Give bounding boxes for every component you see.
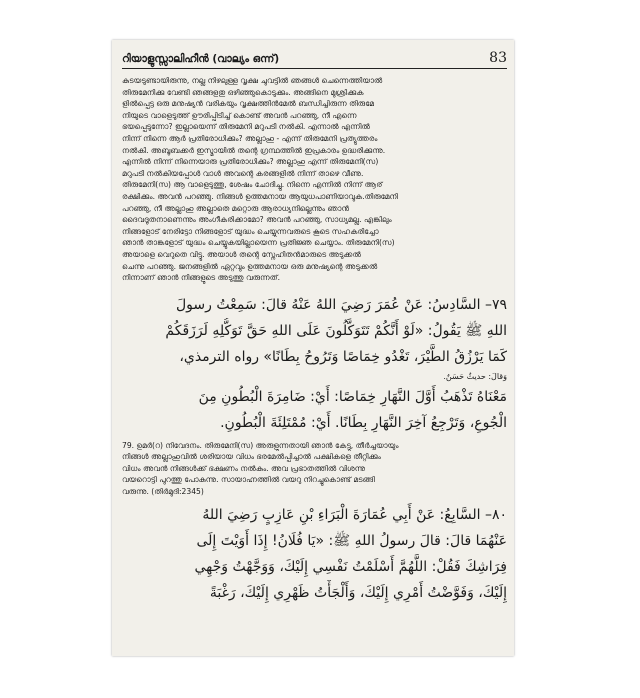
text-line: ചെന്നു പറഞ്ഞു. ജനങ്ങളിൽ ഏറ്റവും ഉത്തമനായ ഒരു മനുഷ്യന്റെ അടുക്കൽ	[122, 261, 378, 271]
text-line: കുടയടുണ്ടായിരുന്നു, നല്ല നിഴലുള്ള വൃക്ഷ ചുവട്ടിൽ ഞങ്ങൾ ചെന്നെത്തിയാൽ	[122, 76, 383, 85]
text-line: വിധം അവൻ നിങ്ങൾക്ക് ഭക്ഷണം നൽകും. അവ പ്രഭാതത്തിൽ വിശന്നു	[122, 463, 366, 473]
text-line: ഞാൻ താങ്കളോട് യുദ്ധം ചെയ്യുകയില്ലായെന്ന പ്രതിജ്ഞ ചെയ്യാം. തിരുമേനി(സ)	[122, 238, 395, 248]
arabic-line: فِرَاشِكَ فَقُلْ: اللَّهُمَّ أَسْلَمْتُ نَفْسِي إِلَيْكَ، وَوَجَّهْتُ وَجْهِي	[194, 558, 507, 575]
text-line: നിങ്ങൾ അല്ലാഹുവിൽ ശരിയായ വിധം ഭരമേൽപ്പിച്ചാൽ പക്ഷികളെ തീറ്റിക്കും	[122, 452, 381, 462]
text-line: നിന്ന് നിന്നെ ആർ പ്രതിരോധിക്കും? അല്ലാഹു - എന്ന് തിരുമേനി പ്രത്യുത്തരം	[122, 133, 378, 143]
text-line: നിയുടെ വാളെടുത്ത് ഊരിപ്പിടിച്ച് കൊണ്ട് അവൻ പറഞ്ഞു, നീ എന്നെ	[122, 110, 357, 120]
page-header	[122, 44, 507, 69]
grade-note: وَقالَ: حديثٌ حَسَنٌ.	[443, 371, 507, 381]
text-line: ളിൽപ്പെട്ട ഒരു മനുഷ്യൻ വരികയും വൃക്ഷത്തിൻമേൽ ബന്ധിച്ചിരുന്ന തിരുമേ	[122, 99, 375, 109]
hadith-80-arabic	[122, 502, 507, 606]
page-number: 83	[489, 50, 507, 66]
book-page	[112, 40, 514, 656]
arabic-line: اللهِ ﷺ يَقُولُ: «لَوْ أَنَّكُمْ تَتَوَكَّلُونَ عَلَى اللهِ حَقَّ تَوَكُّلِهِ لَرَزَقَكُمْ	[165, 322, 507, 339]
arabic-line: إِلَيْكَ، وَفَوَّضْتُ أَمْرِي إِلَيْكَ، وَأَلْجَأْتُ ظَهْرِي إِلَيْكَ، رَغْبَةً	[209, 584, 507, 601]
malayalam-paragraph-2	[122, 440, 507, 498]
text-line: പറഞ്ഞു, നീ അല്ലാഹു അല്ലാതെ മറ്റൊരു ആരാധ്യനില്ലെന്നും ഞാൻ	[122, 203, 350, 213]
text-line: മറുപടി നൽകിയപ്പോൾ വാൾ അവന്റെ കരങ്ങളിൽ നിന്ന് താഴെ വീണു.	[122, 168, 364, 178]
arabic-line: كَمَا يَرْزُقُ الطَّيْرَ، تَغْدُو خِمَاصًا وَتَرُوحُ بِطَانًا» رواه الترمذي،	[179, 348, 507, 365]
arabic-line: عَنْهُمَا قالَ: قالَ رسولُ اللهِ ﷺ: «يَا فُلَانُ! إِذَا أَوَيْتَ إِلَى	[196, 532, 507, 549]
arabic-line: ٨٠– السَّابِعُ: عَنْ أَبِي عُمَارَةَ الْبَرَاءِ بْنِ عَازِبٍ رَضِيَ اللهُ	[202, 506, 507, 523]
text-line: തിരുമേനി(സ) ആ വാളെടുത്തു, ശേഷം ചോദിച്ചു. നിന്നെ എന്നിൽ നിന്ന് ആര്	[122, 180, 383, 190]
text-line: വയറൊട്ടി പുറത്തു പോകുന്നു. സായാഹ്നത്തിൽ വയറു നിറച്ചുകൊണ്ട് മടങ്ങി	[122, 475, 375, 485]
hadith-79-grade	[122, 370, 507, 384]
text-line: നിന്നാണ് ഞാൻ നിങ്ങളുടെ അടുത്തു വരുന്നത്.	[122, 273, 281, 283]
text-line: 79. ഉമർ(റ) നിവേദനം. തിരുമേനി(സ) അരുളുന്നതായി ഞാൻ കേട്ടു, തീർച്ചയായും	[122, 440, 399, 450]
arabic-line: ٧٩– السَّادِسُ: عَنْ عُمَرَ رَضِيَ اللهُ عَنْهُ قالَ: سَمِعْتُ رسولَ	[176, 296, 507, 313]
malayalam-paragraph-1	[122, 75, 507, 284]
text-line: രക്ഷിക്കും. അവൻ പറഞ്ഞു. നിങ്ങൾ ഉത്തമനായ ആയുധപാണിയാവുക.തിരുമേനി	[122, 191, 398, 201]
running-title: റിയാളുസ്സാലിഹീൻ (വാല്യം ഒന്ന്)	[122, 53, 280, 65]
arabic-line: مَعْنَاهُ تَذْهَبُ أَوَّلَ النَّهَارِ خِمَاصًا: أَيْ: ضَامِرَةَ الْبُطُونِ مِنَ	[198, 388, 507, 405]
text-line: നൽകി. അബൂബക്കർ ഇസ്മായിൽ തന്റെ ഗ്രന്ഥത്തിൽ ഇപ്രകാരം ഉദ്ധരിക്കുന്നു.	[122, 145, 386, 155]
text-line: വരുന്നു. (തിർമുദി:2345)	[122, 487, 204, 497]
arabic-line: الْجُوعِ، وَتَرْجِعُ آخِرَ النَّهَارِ بِطَانًا. أَيْ: مُمْتَلِئَةَ الْبُطُونِ.	[220, 414, 507, 431]
hadith-79-explanation	[122, 384, 507, 436]
text-line: അയാളെ വെറുതെ വിട്ടു. അയാൾ തന്റെ സ്നേഹിതൻമാരുടെ അടുക്കൽ	[122, 249, 361, 259]
hadith-79-arabic	[122, 292, 507, 370]
text-line: ദൈവദൂതനാണെന്നും അംഗീകരിക്കാമോ? അവൻ പറഞ്ഞു, സാധ്യമല്ല. എങ്കിലും	[122, 215, 392, 225]
text-line: നിങ്ങളോട് നേരിട്ടോ നിങ്ങളോട് യുദ്ധം ചെയ്യുന്നവരുടെ കൂടെ സഹകരിച്ചോ	[122, 226, 379, 236]
text-line: എന്നിൽ നിന്ന് നിന്നെയാരു പ്രതിരോധിക്കും? അല്ലാഹു എന്ന് തിരുമേനി(സ)	[122, 157, 379, 167]
text-line: ഭയപ്പെടുന്നോ? ഇല്ലായെന്ന് തിരുമേനി മറുപടി നൽകി. എന്നാൽ എന്നിൽ	[122, 122, 370, 132]
text-line: തിരുമേനിക്കു വേണ്ടി ഞങ്ങളതു ഒഴിഞ്ഞുകൊടുക്കും. അങ്ങിനെ മുശ്രിക്കുക	[122, 87, 364, 97]
